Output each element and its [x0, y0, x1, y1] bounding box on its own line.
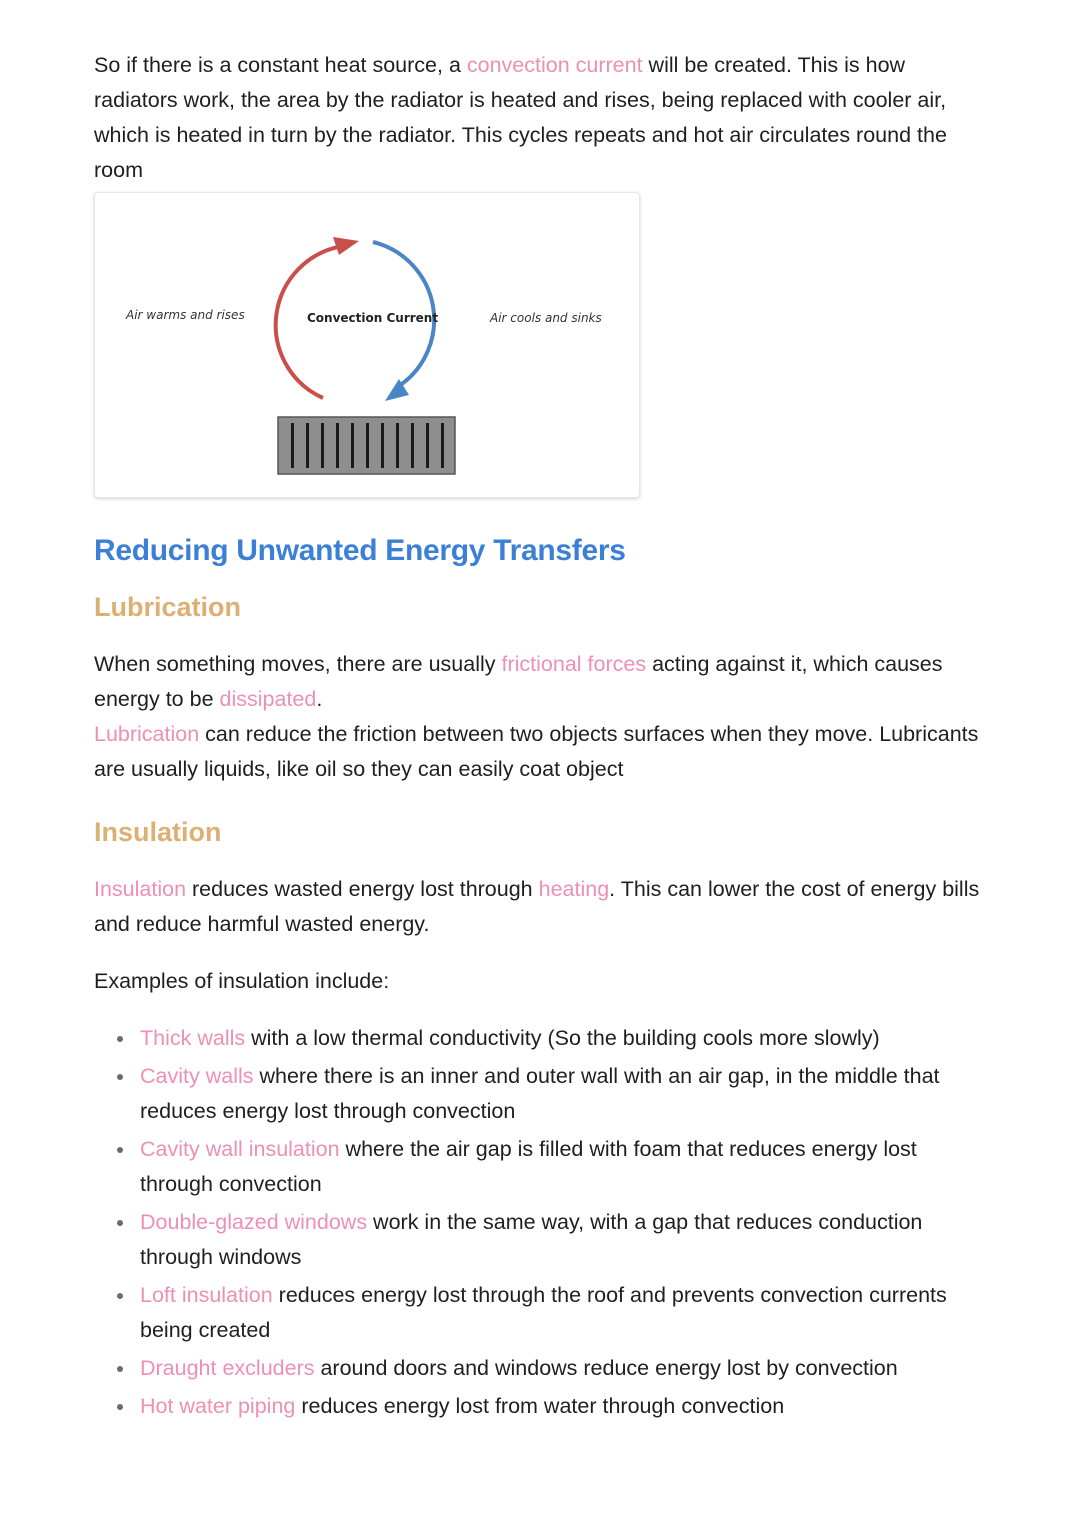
convection-svg: [95, 193, 639, 497]
intro-paragraph: So if there is a constant heat source, a convection current will be created. This is how radiators work, the area by the radiator is heated and rises, being replaced with cooler air, which is heated in turn by the radiator. This cycles repeats and hot air circulates round the room: [94, 53, 947, 182]
term-heating: heating: [538, 877, 610, 901]
term-dissipated: dissipated: [219, 687, 317, 711]
document-page: [94, 48, 994, 1427]
warm-arrow-head-icon: [333, 237, 359, 255]
insulation-paragraph: Insulation reduces wasted energy lost through heating. This can lower the cost of energy bills and reduce harmful wasted energy.: [94, 877, 980, 936]
list-item: Loft insulation reduces energy lost through the roof and prevents convection currents being created: [94, 1278, 994, 1348]
label-air-warms: Air warms and rises: [126, 308, 245, 322]
list-item: Draught excluders around doors and windows reduce energy lost by convection: [94, 1351, 994, 1386]
lubrication-heading: Lubrication: [94, 592, 241, 622]
examples-intro: Examples of insulation include:: [94, 969, 390, 993]
insulation-examples-list: [94, 1021, 994, 1424]
label-convection-current: Convection Current: [307, 311, 439, 325]
term-lubrication: Lubrication: [94, 722, 200, 746]
label-air-cools: Air cools and sinks: [490, 311, 602, 325]
list-item: Double-glazed windows work in the same way, with a gap that reduces conduction through windows: [94, 1205, 994, 1275]
lubrication-paragraph-2: Lubrication can reduce the friction between two objects surfaces when they move. Lubricants are usually liquids, like oil so they can easily coat object: [94, 722, 979, 781]
term-insulation: Insulation: [94, 877, 187, 901]
list-item: Cavity wall insulation where the air gap is filled with foam that reduces energy lost through convection: [94, 1132, 994, 1202]
list-item: Hot water piping reduces energy lost from water through convection: [94, 1389, 994, 1424]
list-item: Thick walls with a low thermal conductivity (So the building cools more slowly): [94, 1021, 994, 1056]
term-frictional-forces: frictional forces: [501, 652, 647, 676]
convection-diagram: [94, 192, 640, 498]
lubrication-paragraph-1: When something moves, there are usually frictional forces acting against it, which causes energy to be dissipated.: [94, 652, 943, 711]
list-item: Cavity walls where there is an inner and outer wall with an air gap, in the middle that reduces energy lost through convection: [94, 1059, 994, 1129]
section-title: Reducing Unwanted Energy Transfers: [94, 534, 626, 567]
term-convection-current: convection current: [466, 53, 643, 77]
insulation-heading: Insulation: [94, 817, 222, 847]
